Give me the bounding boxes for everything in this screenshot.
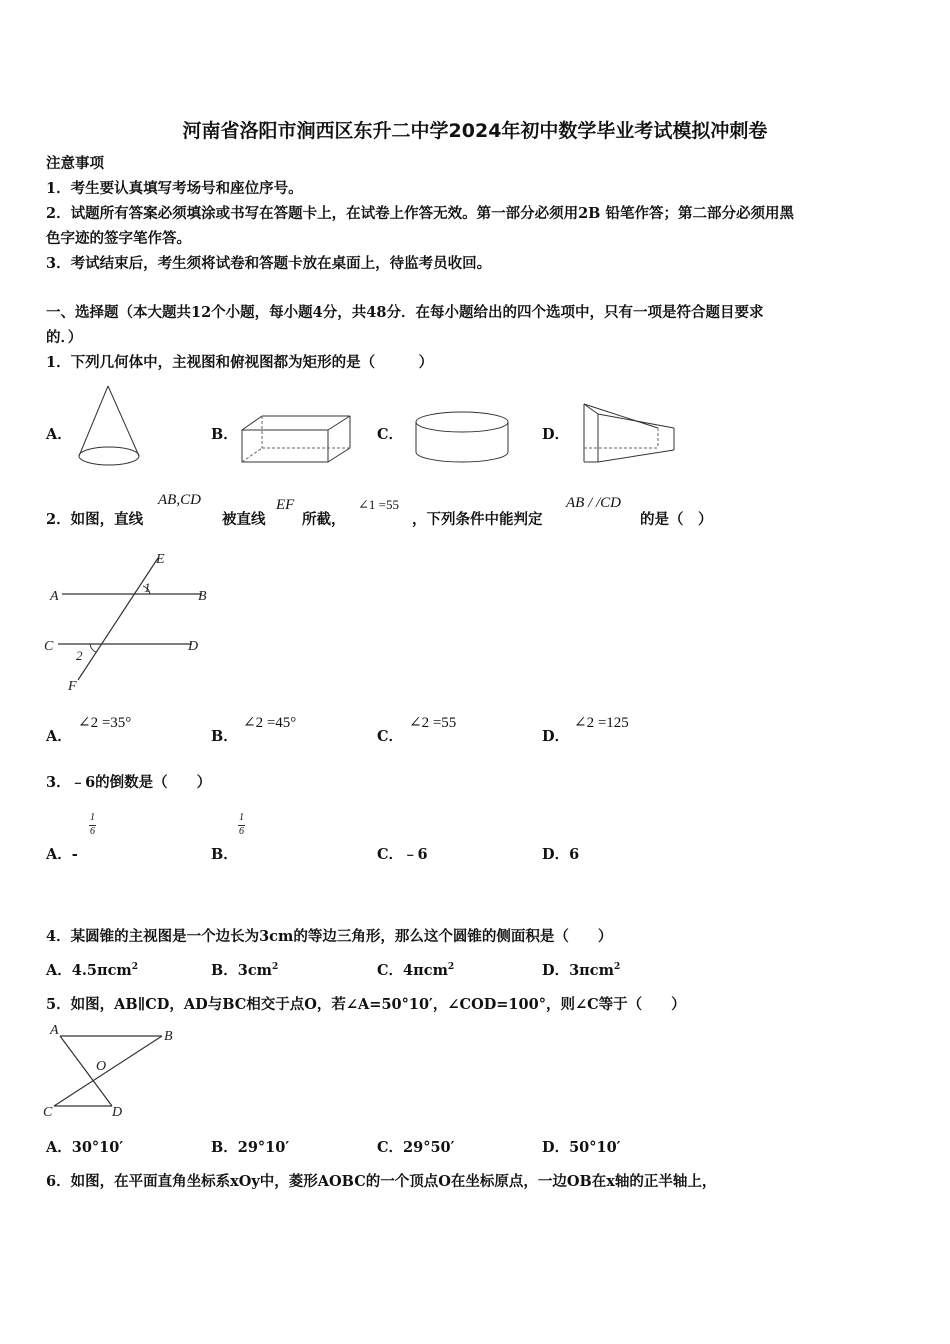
q2-math-angle1: ∠1 =55 xyxy=(358,497,399,512)
q1-option-c: C． xyxy=(377,426,404,443)
q2-stem-part2: 被直线 xyxy=(222,511,266,528)
label-f: F xyxy=(68,679,77,694)
notice-item-1: 1．考生要认真填写考场号和座位序号。 xyxy=(46,180,303,197)
q4-option-d: D．3πcm$^2$ xyxy=(542,962,621,979)
q3-option-a: A．- xyxy=(46,846,78,863)
label-c: C xyxy=(43,1105,53,1120)
label-a: A xyxy=(50,589,59,604)
q2-option-b-value: ∠2 =45° xyxy=(243,715,297,731)
q3-b-frac-den: 6 xyxy=(239,826,244,837)
q4-option-b: B．$3cm^2$ xyxy=(211,962,279,979)
section-heading: 一、选择题（本大题共12个小题，每小题4分，共48分．在每小题给出的四个选项中，只有一项是符合题目要求 xyxy=(46,304,764,321)
q1-stem: 1．下列几何体中，主视图和俯视图都为矩形的是（ ） xyxy=(46,354,434,371)
label-a: A xyxy=(50,1023,59,1038)
q5-stem: 5．如图，AB∥CD，AD与BC相交于点O，若∠A=50°10′，∠COD=100°，则∠C等于（ ） xyxy=(46,996,686,1013)
q2-math-ef: EF xyxy=(276,497,295,513)
cuboid-figure xyxy=(238,412,356,466)
q3-a-frac-num: 1 xyxy=(90,812,95,823)
notice-item-2: 2．试题所有答案必须填涂或书写在答题卡上，在试卷上作答无效。第一部分必须用2B 铅笔作答；第二部分必须用黑 xyxy=(46,205,794,222)
q6-stem: 6．如图，在平面直角坐标系xOy中，菱形AOBC的一个顶点O在坐标原点，一边OB在x轴的正半轴上， xyxy=(46,1173,717,1190)
q2-stem-part1: 2．如图，直线 xyxy=(46,511,144,528)
label-o: O xyxy=(96,1059,107,1074)
cone-figure xyxy=(72,378,152,470)
q4-option-a: A．4.5πcm$^2$ xyxy=(46,962,139,979)
label-d: D xyxy=(188,639,199,654)
q2-option-b-letter: B． xyxy=(211,728,238,745)
q3-stem: 3．﹣6的倒数是（ ） xyxy=(46,774,212,791)
q5-option-b: B．29°10′ xyxy=(211,1139,290,1156)
notice-heading: 注意事项 xyxy=(46,155,104,172)
q4-option-c: C．4πcm$^2$ xyxy=(377,962,455,979)
label-e: E xyxy=(156,552,165,567)
q2-option-c-value: ∠2 =55 xyxy=(409,715,457,731)
page-title: 河南省洛阳市涧西区东升二中学2024年初中数学毕业考试模拟冲刺卷 xyxy=(182,120,768,142)
q2-option-a-letter: A． xyxy=(46,728,72,745)
q2-stem-part5: 的是（ ） xyxy=(640,511,713,528)
q2-parallel-lines-figure xyxy=(40,548,216,696)
notice-item-3: 3．考试结束后，考生须将试卷和答题卡放在桌面上，待监考员收回。 xyxy=(46,255,492,272)
label-b: B xyxy=(164,1029,173,1044)
q1-option-a: A． xyxy=(46,426,72,443)
q3-option-d: D．6 xyxy=(542,846,580,863)
q2-option-a-value: ∠2 =35° xyxy=(78,715,132,731)
q2-option-d-letter: D． xyxy=(542,728,570,745)
q2-option-d-value: ∠2 =125 xyxy=(574,715,629,731)
q2-math-parallel: AB / /CD xyxy=(566,495,621,511)
q5-option-d: D．50°10′ xyxy=(542,1139,621,1156)
q2-option-c-letter: C． xyxy=(377,728,404,745)
label-d: D xyxy=(112,1105,123,1120)
q2-stem-part4: ，下列条件中能判定 xyxy=(412,511,543,528)
q1-option-b: B． xyxy=(211,426,238,443)
q2-math-ab-cd: AB,CD xyxy=(158,492,201,508)
prism-figure xyxy=(578,400,680,468)
q3-a-frac-den: 6 xyxy=(90,826,95,837)
label-b: B xyxy=(198,589,207,604)
q5-option-c: C．29°50′ xyxy=(377,1139,455,1156)
section-heading-cont: 的．） xyxy=(46,329,83,346)
q3-b-frac-num: 1 xyxy=(239,812,244,823)
cylinder-figure xyxy=(410,408,514,468)
notice-item-2-cont: 色字迹的签字笔作答。 xyxy=(46,230,191,247)
q3-option-c: C．﹣6 xyxy=(377,846,428,863)
q4-stem: 4．某圆锥的主视图是一个边长为3cm的等边三角形，那么这个圆锥的侧面积是（ ） xyxy=(46,928,613,945)
q2-stem-part3: 所截， xyxy=(302,511,346,528)
label-angle-2: 2 xyxy=(76,648,83,663)
q5-option-a: A．30°10′ xyxy=(46,1139,124,1156)
q5-crossing-lines-figure xyxy=(40,1020,186,1124)
q3-option-b: B． xyxy=(211,846,238,863)
q1-option-d: D． xyxy=(542,426,570,443)
label-c: C xyxy=(44,639,54,654)
label-angle-1: 1 xyxy=(144,580,151,595)
